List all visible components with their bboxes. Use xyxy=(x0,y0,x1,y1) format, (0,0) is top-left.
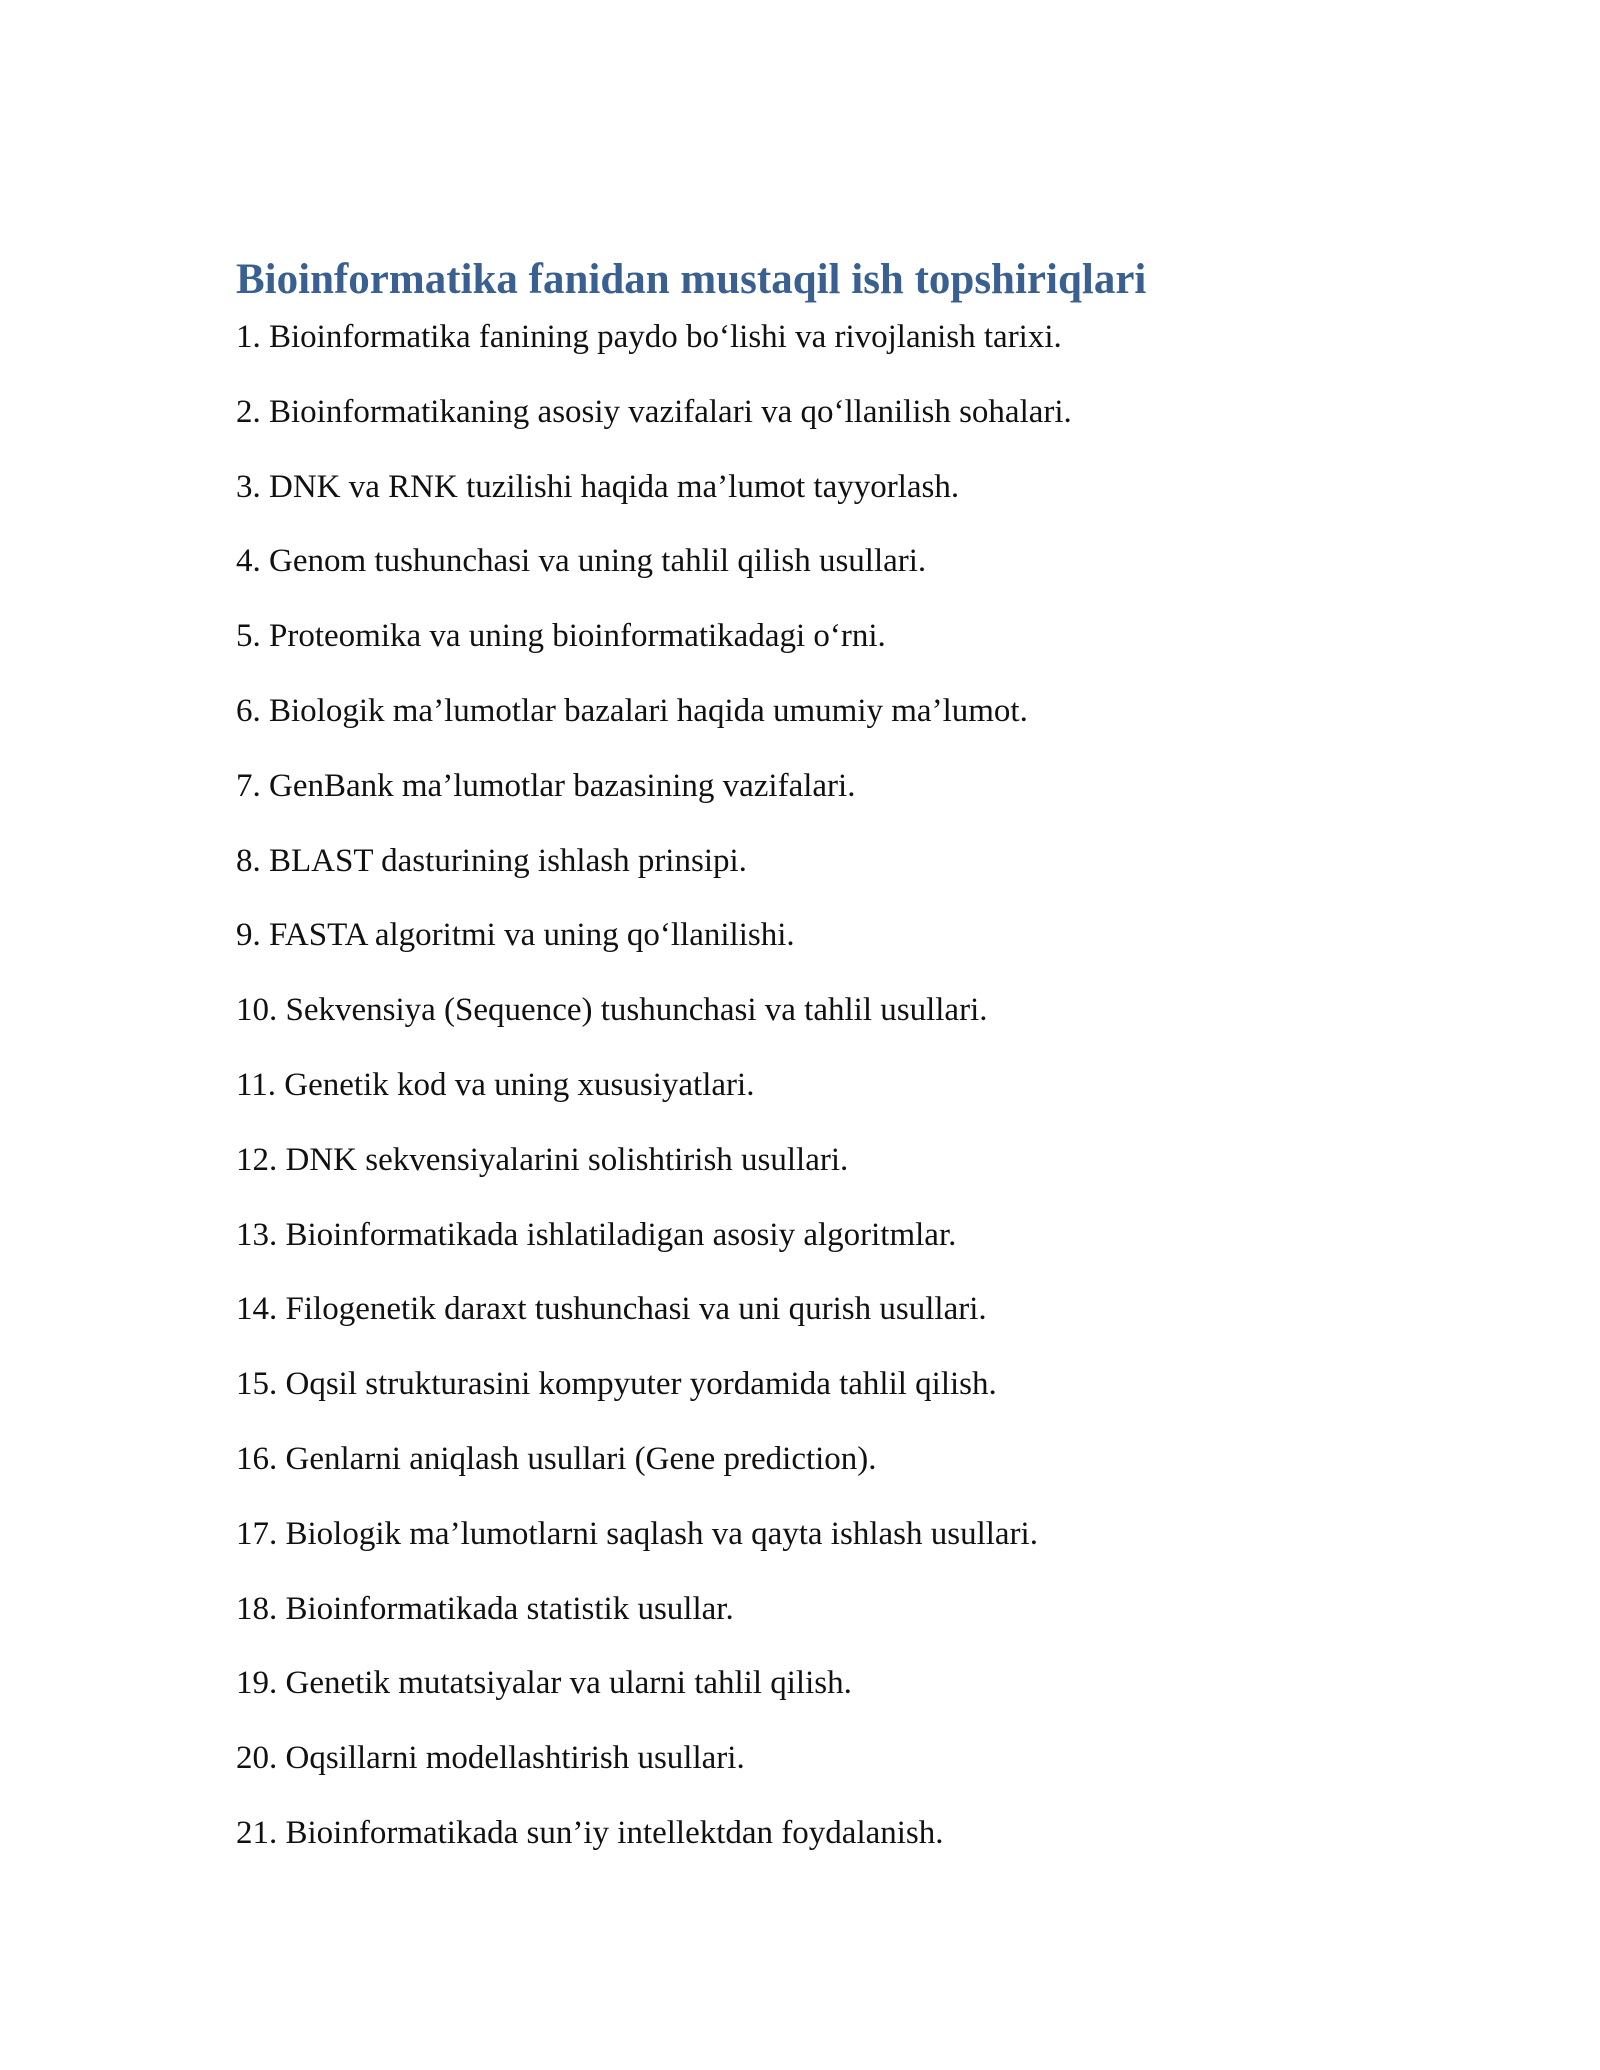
task-item-9: 9. FASTA algoritmi va uning qo‘llanilishi. xyxy=(236,917,795,954)
document-title: Bioinformatika fanidan mustaqil ish topshiriqlari xyxy=(236,256,1147,303)
task-item-8: 8. BLAST dasturining ishlash prinsipi. xyxy=(236,842,747,879)
task-item-17: 17. Biologik ma’lumotlarni saqlash va qayta ishlash usullari. xyxy=(236,1515,1038,1552)
task-item-5: 5. Proteomika va uning bioinformatikadagi o‘rni. xyxy=(236,618,886,655)
task-item-7: 7. GenBank ma’lumotlar bazasining vazifalari. xyxy=(236,767,856,804)
task-item-14: 14. Filogenetik daraxt tushunchasi va uni qurish usullari. xyxy=(236,1291,987,1328)
task-item-10: 10. Sekvensiya (Sequence) tushunchasi va tahlil usullari. xyxy=(236,992,988,1029)
task-item-13: 13. Bioinformatikada ishlatiladigan asosiy algoritmlar. xyxy=(236,1216,957,1253)
task-item-3: 3. DNK va RNK tuzilishi haqida ma’lumot tayyorlash. xyxy=(236,468,960,505)
task-item-16: 16. Genlarni aniqlash usullari (Gene prediction). xyxy=(236,1440,877,1477)
task-item-15: 15. Oqsil strukturasini kompyuter yordamida tahlil qilish. xyxy=(236,1366,997,1403)
task-item-1: 1. Bioinformatika fanining paydo bo‘lishi va rivojlanish tarixi. xyxy=(236,319,1062,355)
task-item-6: 6. Biologik ma’lumotlar bazalari haqida umumiy ma’lumot. xyxy=(236,692,1028,729)
task-item-21: 21. Bioinformatikada sun’iy intellektdan foydalanish. xyxy=(236,1814,944,1851)
task-list xyxy=(236,310,1072,1881)
task-item-20: 20. Oqsillarni modellashtirish usullari. xyxy=(236,1740,745,1777)
task-item-18: 18. Bioinformatikada statistik usullar. xyxy=(236,1590,734,1627)
task-item-4: 4. Genom tushunchasi va uning tahlil qilish usullari. xyxy=(236,543,927,580)
task-item-11: 11. Genetik kod va uning xususiyatlari. xyxy=(236,1066,755,1103)
task-item-12: 12. DNK sekvensiyalarini solishtirish usullari. xyxy=(236,1141,849,1178)
task-item-19: 19. Genetik mutatsiyalar va ularni tahlil qilish. xyxy=(236,1665,852,1702)
task-item-2: 2. Bioinformatikaning asosiy vazifalari va qo‘llanilish sohalari. xyxy=(236,393,1072,430)
